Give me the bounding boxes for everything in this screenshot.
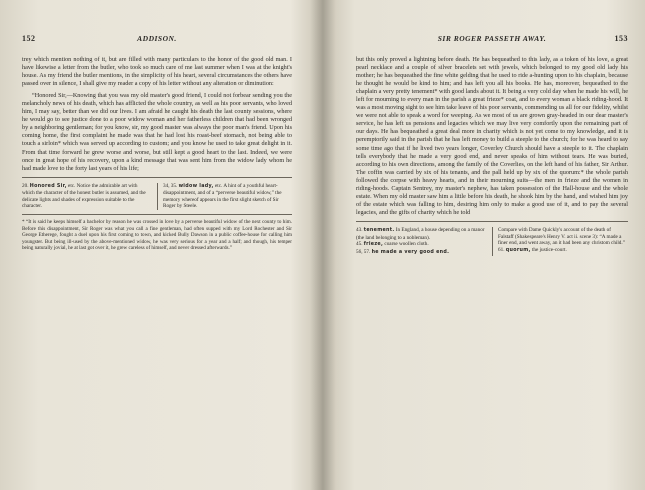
left-page-header [22, 34, 292, 48]
left-page-body [22, 56, 292, 173]
left-note-1: 20. Honored Sir, etc. Notice the admirable art with which the character of the honest butler is assumed, and the delicate lights and shades of expression suitable to the character. [22, 182, 146, 210]
left-paragraph-1: trey which mention nothing of it, but are filled with many particulars to the honor of the good old man. I have likewise a letter from the butler, who took so much care of me last summer when I was at the knight's house. As my friend the butler mentions, in the simplicity of his heart, several circumstances the others have passed over in silence, I shall give my reader a copy of his letter without any alteration or diminution: [22, 56, 292, 88]
left-page-number: 152 [22, 34, 36, 43]
right-note-3: 56, 57. he made a very good end. [356, 248, 450, 255]
left-note-2: 34, 35. widow lady, etc. A hint of a youthful heart-disappointment, and of a “perverse beautiful widow,” the memory whereof appears in the first slight sketch of Sir Roger by Steele. [157, 183, 292, 210]
right-note-1: 43. tenement. In England, a house depending on a manor (the land belonging to a nobleman). [356, 226, 485, 241]
right-note-3-text: Compare with Dame Quickly's account of the death of Falstaff (Shakespeare's Henry V. act ii. scene 3): “A made a finer end, and went away, an it had been any christom child.” [498, 226, 625, 247]
book-gutter [310, 0, 336, 490]
left-paragraph-2: “Honored Sir,—Knowing that you was my old master's good friend, I could not forbear sending you the melancholy news of his death, which has afflicted the whole country, as well as his poor servants, who loved him, I may say, better than we did our lives. I am afraid he caught his death the last county sessions, where he would go to see justice done to a poor widow woman and her fatherless children that had been wronged by a neighboring gentleman; for you know, sir, my good master was always the poor man's friend. Upon his coming home, the first complaint he made was that he had lost his roast-beef stomach, not being able to touch a sirloin* which was served up according to custom; and you know he used to take great delight in it. From that time forward he grew worse and worse, but still kept a good heart to the last. Indeed, we were once in great hope of his recovery, upon a kind message that was sent him from the widow lady whom he had made love to the forty last years of his life; [22, 92, 292, 172]
right-page-number: 153 [614, 34, 628, 43]
left-running-title: ADDISON. [137, 34, 177, 43]
right-page-header [356, 34, 628, 48]
right-note-2: 45. frieze, coarse woollen cloth. [356, 241, 429, 248]
right-running-title: SIR ROGER PASSETH AWAY. [437, 34, 547, 43]
right-notes [356, 221, 628, 256]
right-note-4: 61. quorum, the justice-court. [498, 246, 567, 253]
left-notes [22, 177, 292, 210]
left-footnote: * “It is said he keeps himself a bachelor by reason he was crossed in love by a perverse beautiful widow of the next county to him. Before this disappointment, Sir Roger was what you call a fine gentleman, had often supped with my Lord Rochester and Sir George Etherege, fought a duel upon his first coming to town, and kicked Bully Dawson in a public coffee-house for calling him youngster. But being ill-used by the above-mentioned widow, he was very serious for a year and a half; and though, his temper being naturally jovial, he at last got over it, he grew careless of himself, and never dressed afterwards.” [22, 214, 292, 252]
right-notes-col-2 [492, 227, 628, 256]
left-page [22, 34, 292, 252]
right-page [356, 34, 628, 256]
right-page-body [356, 56, 628, 217]
right-paragraph-1: but this only proved a lightning before death. He has bequeathed to this lady, as a token of his love, a great pearl necklace and a couple of silver bracelets set with jewels, which belonged to my good old lady his mother; he has bequeathed the fine white gelding that he used to ride a-hunting upon to his chaplain, because he thought he would be kind to him; and has left you all his books. He has, moreover, bequeathed to the chaplain a very pretty tenement* with good lands about it. It being a very cold day when he made his will, he left for mourning to every man in the parish a great frieze* coat, and to every woman a black riding-hood. It was a most moving sight to see him take leave of his poor servants, commending us all for our fidelity, whilst we were not able to speak a word for weeping. As we most of us are grown gray-headed in our dear master's service, he has left us pensions and legacies which we may live very comfortly upon the remaining part of our days. He has bequeathed a great deal more in charity which is not yet come to my knowledge, and it is peremptorily said in the parish that he has left money to build a steeple to the church; for he was heard to say some time ago that if he lived two years longer, Coverley Church should have a steeple to it. The chaplain tells everybody that he made a very good end, and never speaks of him without tears. He was buried, according to his own directions, among the family of the Coverlies, on the left hand of his father, Sir Arthur. The coffin was carried by six of his tenants, and the pall held up by six of the quorum:* the whole parish followed the corpse with heavy hearts, and in their mourning suits—the men in frieze and the women in riding-hoods. Captain Sentrey, my master's nephew, has taken possession of the Hall-house and the whole estate. When my old master saw him a little before his death, he shook him by the hand, and wished him joy of the estate which was falling to him, desiring him only to make a good use of it, and to pay the several legacies, and the gifts of charity which he told [356, 56, 628, 216]
right-notes-col-1 [356, 227, 492, 256]
